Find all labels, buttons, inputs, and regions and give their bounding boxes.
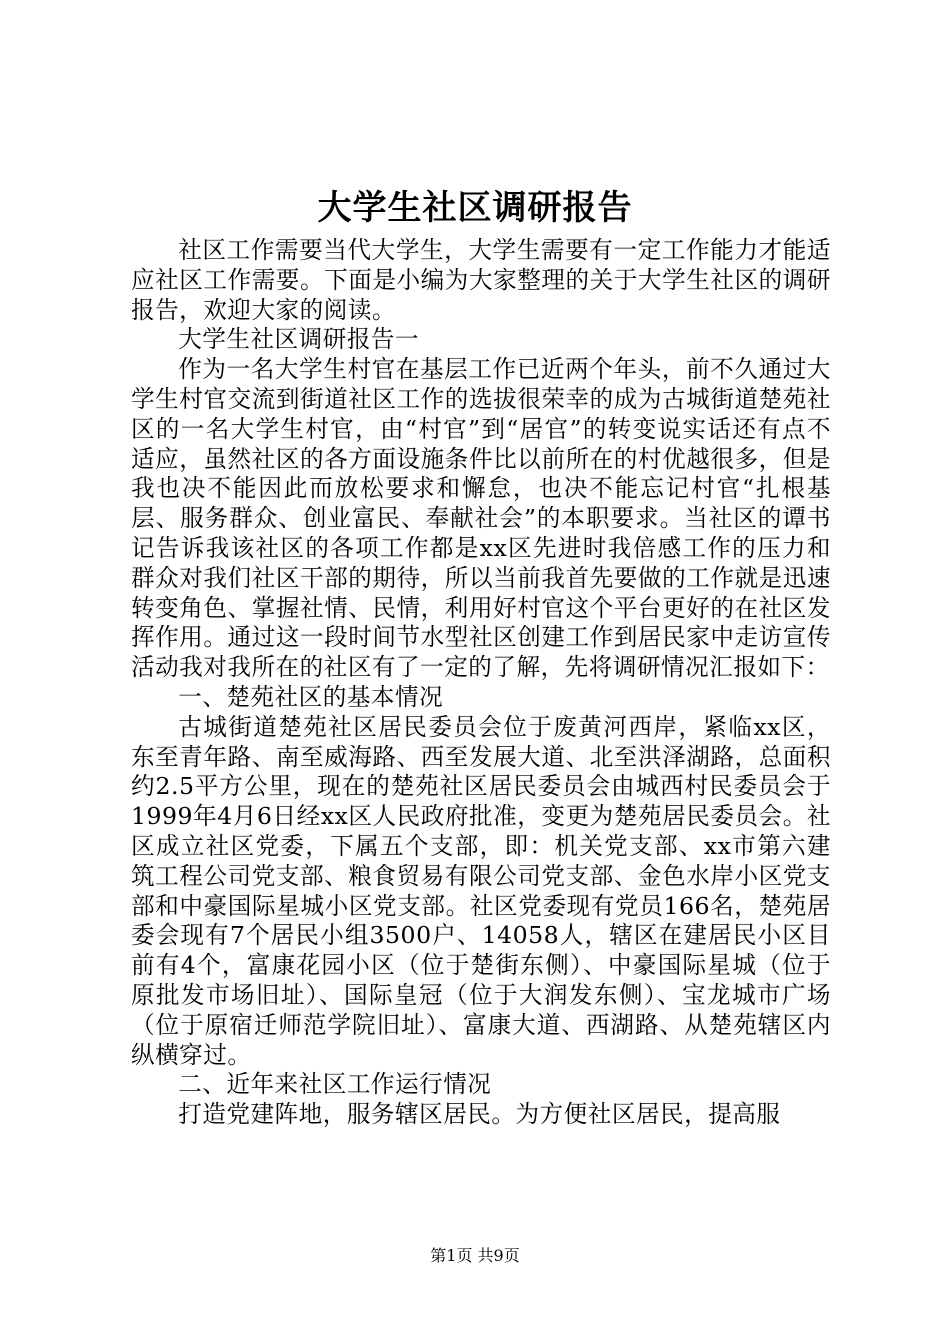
- body-paragraph: 打造党建阵地，服务辖区居民。为方便社区居民，提高服: [178, 1100, 781, 1129]
- document-body: [131, 236, 831, 1130]
- intro-paragraph: 社区工作需要当代大学生，大学生需要有一定工作能力才能适应社区工作需要。下面是小编为大家整理的关于大学生社区的调研报告，欢迎大家的阅读。: [131, 236, 831, 324]
- document-title: 大学生社区调研报告: [317, 188, 633, 228]
- report-heading: 大学生社区调研报告一: [178, 325, 420, 354]
- body-paragraph: 古城街道楚苑社区居民委员会位于废黄河西岸，紧临xx区，东至青年路、南至威海路、西至发展大道、北至洪泽湖路，总面积约2.5平方公里，现在的楚苑社区居民委员会由城西村民委员会于1999年4月6日经xx区人民政府批准，变更为楚苑居民委员会。社区成立社区党委，下属五个支部，即：机关党支部、xx市第六建筑工程公司党支部、粮食贸易有限公司党支部、金色水岸小区党支部和中豪国际星城小区党支部。社区党委现有党员166名，楚苑居委会现有7个居民小组3500户、14058人，辖区在建居民小区目前有4个，富康花园小区（位于楚街东侧）、中豪国际星城（位于原批发市场旧址）、国际皇冠（位于大润发东侧）、宝龙城市广场（位于原宿迁师范学院旧址）、富康大道、西湖路、从楚苑辖区内纵横穿过。: [131, 712, 831, 1069]
- section-heading: 二、近年来社区工作运行情况: [178, 1070, 492, 1099]
- page-footer: 第1页 共9页: [430, 1246, 520, 1265]
- body-paragraph: 作为一名大学生村官在基层工作已近两个年头，前不久通过大学生村官交流到街道社区工作的选拔很荣幸的成为古城街道楚苑社区的一名大学生村官，由“村官”到“居官”的转变说实话还有点不适应，虽然社区的各方面设施条件比以前所在的村优越很多，但是我也决不能因此而放松要求和懈怠，也决不能忘记村官“扎根基层、服务群众、创业富民、奉献社会”的本职要求。当社区的谭书记告诉我该社区的各项工作都是xx区先进时我倍感工作的压力和群众对我们社区干部的期待，所以当前我首先要做的工作就是迅速转变角色、掌握社情、民情，利用好村官这个平台更好的在社区发挥作用。通过这一段时间节水型社区创建工作到居民家中走访宣传活动我对我所在的社区有了一定的了解，先将调研情况汇报如下：: [131, 355, 831, 682]
- section-heading: 一、楚苑社区的基本情况: [178, 682, 444, 711]
